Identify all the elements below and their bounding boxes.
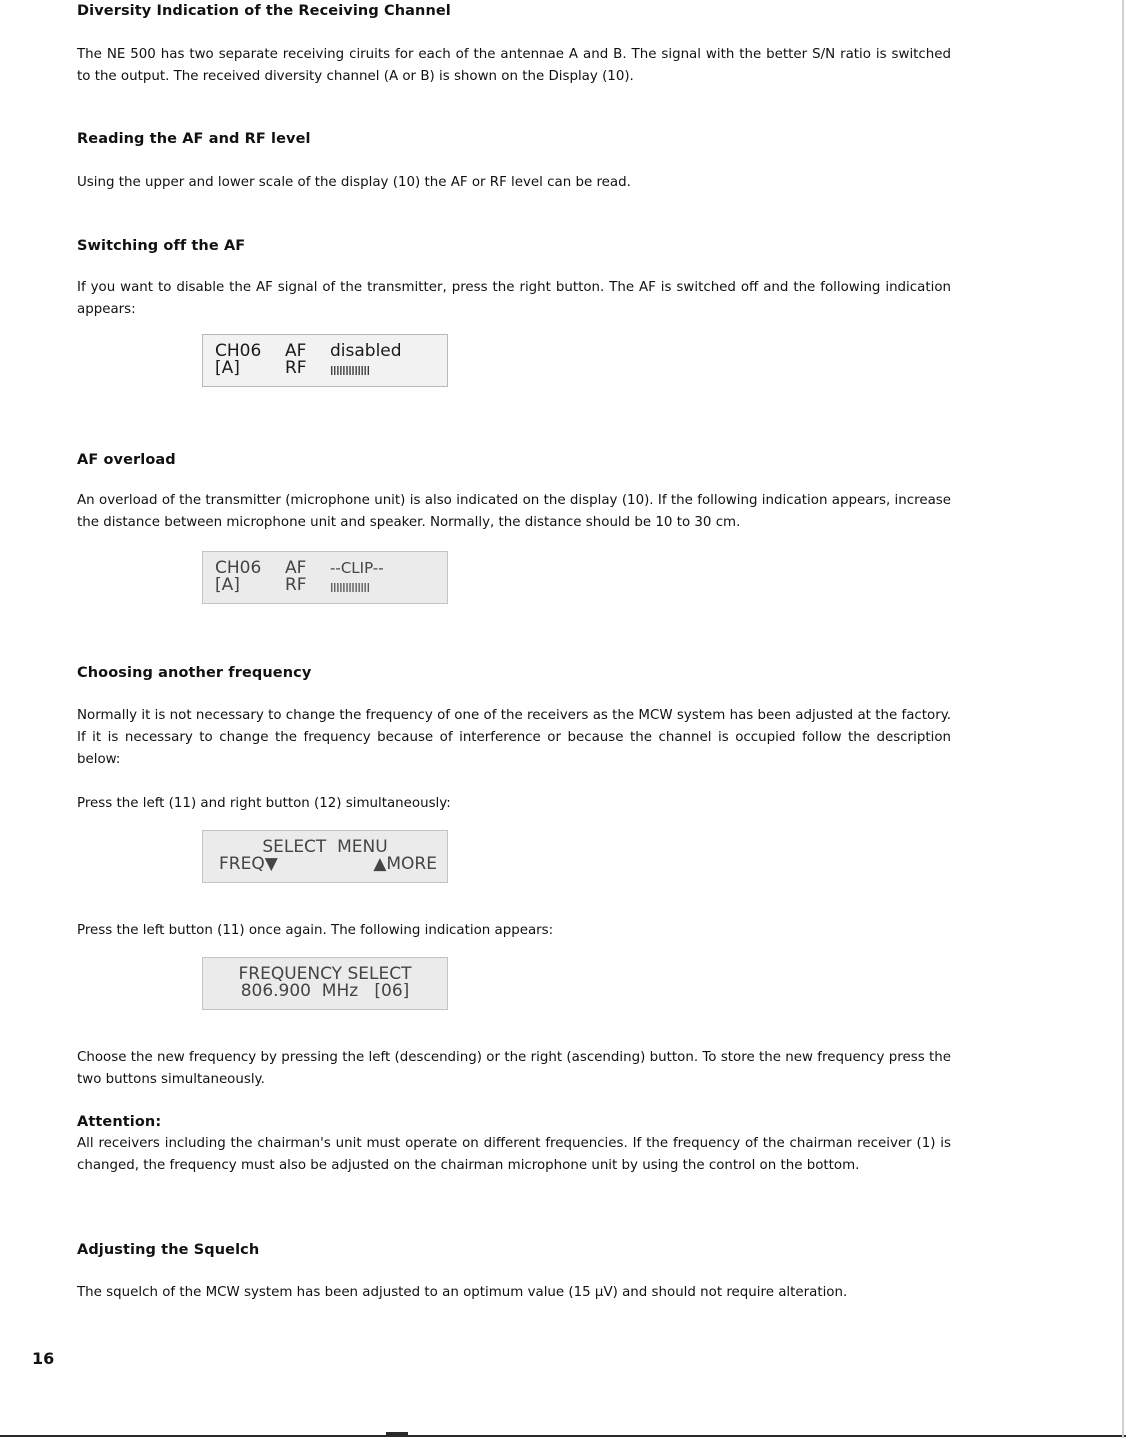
display-channel: CH06 xyxy=(215,558,262,578)
display-af-clip xyxy=(202,551,448,604)
display-frequency-select xyxy=(202,957,448,1010)
text-diversity: The NE 500 has two separate receiving ciruits for each of the antennae A and B. The signal with the better S/N ratio is switched to the output. The received diversity channel (A or B) is shown on the Display (10). xyxy=(77,47,951,84)
heading-af-overload: AF overload xyxy=(77,452,176,468)
display-af-label: AF xyxy=(285,558,307,578)
display-af-label: AF xyxy=(285,341,307,361)
display-channel: CH06 xyxy=(215,341,262,361)
display-menu-freq-option: FREQ▼ xyxy=(219,854,278,874)
heading-diversity: Diversity Indication of the Receiving Channel xyxy=(77,3,451,19)
display-menu-title: SELECT MENU xyxy=(262,837,388,857)
display-frequency-value: 806.900 MHz [06] xyxy=(240,981,410,1001)
page-edge xyxy=(1122,0,1124,1438)
heading-switching-off-af: Switching off the AF xyxy=(77,238,246,254)
display-rf-label: RF xyxy=(285,575,307,595)
display-rf-level-bars: IIIIIIIIIIIII xyxy=(330,581,370,595)
display-frequency-title: FREQUENCY SELECT xyxy=(238,964,412,984)
display-rf-level-bars: IIIIIIIIIIIII xyxy=(330,364,370,378)
heading-adjusting-squelch: Adjusting the Squelch xyxy=(77,1242,260,1258)
heading-choosing-frequency: Choosing another frequency xyxy=(77,665,312,681)
heading-reading-levels: Reading the AF and RF level xyxy=(77,131,311,147)
text-switching-off-af: If you want to disable the AF signal of the transmitter, press the right button. The AF is switched off and the following indication appears: xyxy=(77,280,951,317)
text-af-overload: An overload of the transmitter (microphone unit) is also indicated on the display (10). If the following indication appears, increase the distance between microphone unit and speaker. Normally, the distance should be 10 to 30 cm. xyxy=(77,493,951,530)
bottom-rule xyxy=(0,1435,1126,1437)
display-antenna: [A] xyxy=(215,358,240,378)
page-number: 16 xyxy=(32,1349,55,1368)
display-antenna: [A] xyxy=(215,575,240,595)
text-store-frequency: Choose the new frequency by pressing the left (descending) or the right (ascending) button. To store the new frequency press the two buttons simultaneously. xyxy=(77,1050,951,1087)
text-reading-levels: Using the upper and lower scale of the display (10) the AF or RF level can be read. xyxy=(77,175,631,190)
text-attention: All receivers including the chairman's unit must operate on different frequencies. If the frequency of the chairman receiver (1) is changed, the frequency must also be adjusted on the chairman microphone unit by using the control on the bottom. xyxy=(77,1136,951,1173)
display-af-value: --CLIP-- xyxy=(330,559,384,577)
text-press-both-buttons: Press the left (11) and right button (12) simultaneously: xyxy=(77,796,451,811)
heading-attention: Attention: xyxy=(77,1114,162,1130)
display-select-menu xyxy=(202,830,448,883)
display-menu-more-option: ▲MORE xyxy=(373,854,437,874)
text-press-left-button: Press the left button (11) once again. The following indication appears: xyxy=(77,923,554,938)
text-adjusting-squelch: The squelch of the MCW system has been adjusted to an optimum value (15 µV) and should not require alteration. xyxy=(77,1285,848,1300)
text-choosing-frequency: Normally it is not necessary to change the frequency of one of the receivers as the MCW system has been adjusted at the factory. If it is necessary to change the frequency because of interference or because the channel is occupied follow the description below: xyxy=(77,708,951,767)
display-af-disabled xyxy=(202,334,448,387)
display-af-value: disabled xyxy=(330,341,402,361)
display-rf-label: RF xyxy=(285,358,307,378)
